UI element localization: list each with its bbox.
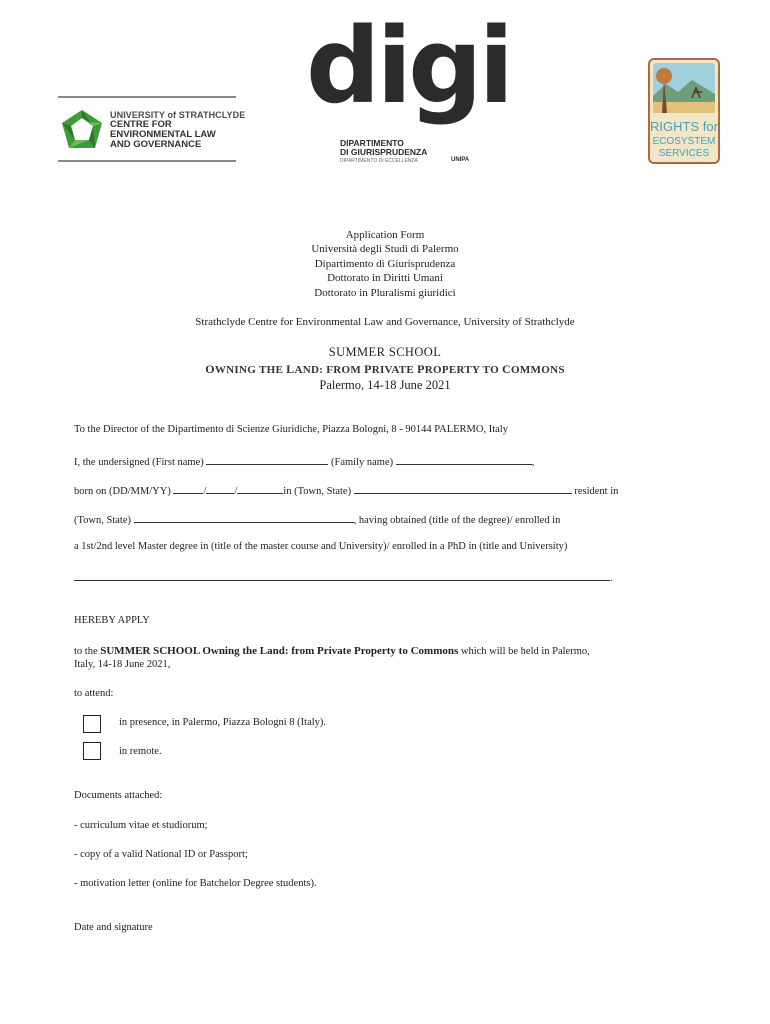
presence-checkbox[interactable] (83, 715, 101, 733)
apply-line-2: Italy, 14-18 June 2021, (74, 659, 171, 670)
strathclyde-line: UNIVERSITY of STRATHCLYDE (110, 110, 246, 120)
born-line: born on (DD/MM/YY) / / in (Town, State) resident in (74, 483, 618, 497)
digi-sub-line: DIPARTIMENTO (340, 138, 404, 148)
strathclyde-line: ENVIRONMENTAL LAW (110, 129, 216, 140)
strathclyde-line: AND GOVERNANCE (110, 139, 202, 150)
centre-line: Strathclyde Centre for Environmental Law and Governance, University of Strathclyde (195, 316, 575, 328)
documents-label: Documents attached: (74, 790, 163, 801)
family-name-field[interactable] (396, 454, 532, 465)
remote-option-label: in remote. (119, 746, 162, 757)
school-subtitle: OWNING THE LAND: FROM PRIVATE PROPERTY TO COMMONS (205, 362, 565, 376)
to-attend-label: to attend: (74, 688, 114, 699)
first-name-field[interactable] (206, 454, 328, 465)
birth-town-field[interactable] (354, 483, 572, 494)
degree-line: . (74, 570, 613, 584)
master-line: a 1st/2nd level Master degree in (title of the master course and University)/ enrolled in a PhD in (title and University) (74, 541, 568, 552)
school-title: SUMMER SCHOOL (328, 345, 442, 359)
hereby-apply: HEREBY APPLY (74, 615, 150, 626)
strathclyde-line: CENTRE FOR (110, 119, 172, 130)
digi-sub-line: DIPARTIMENTO DI ECCELLENZA (340, 158, 418, 164)
birth-day-field[interactable] (173, 483, 203, 494)
undersigned-line: I, the undersigned (First name) (Family name) , (74, 454, 534, 468)
header-line: Application Form (345, 229, 425, 241)
digi-sub-line: DI GIURISPRUDENZA (340, 147, 428, 157)
document-item: - curriculum vitae et studiorum; (74, 820, 208, 831)
school-date: Palermo, 14-18 June 2021 (319, 378, 451, 392)
digi-wordmark: digi (306, 5, 511, 127)
degree-field[interactable] (74, 570, 610, 581)
birth-month-field[interactable] (206, 483, 234, 494)
header-line: Dottorato in Pluralismi giuridici (314, 287, 456, 299)
presence-option-label: in presence, in Palermo, Piazza Bologni 8 (Italy). (119, 717, 327, 728)
digi-logo (306, 5, 511, 166)
residence-line: (Town, State) , having obtained (title of the degree)/ enrolled in (74, 512, 560, 526)
date-signature-label: Date and signature (74, 922, 153, 933)
rights-line: ECOSYSTEM (652, 136, 716, 147)
logo-rule (58, 160, 236, 162)
to-director-line: To the Director of the Dipartimento di Scienze Giuridiche, Piazza Bologni, 8 - 90144 PALERMO, Italy (74, 424, 508, 435)
header-line: Dottorato in Diritti Umani (327, 272, 443, 284)
remote-checkbox[interactable] (83, 742, 101, 760)
rights-logo (648, 58, 720, 164)
rights-line: SERVICES (658, 148, 710, 159)
apply-line: to the SUMMER SCHOOL Owning the Land: from Private Property to Commons which will be held in Palermo, (74, 645, 590, 657)
document-item: - motivation letter (online for Batchelor Degree students). (74, 878, 317, 889)
logo-rule (58, 96, 236, 98)
header-line: Università degli Studi di Palermo (311, 243, 459, 255)
unipa-label: UNIPA (451, 157, 470, 163)
rights-emblem-icon (648, 58, 720, 164)
header-line: Dipartimento di Giurisprudenza (314, 258, 456, 270)
strathclyde-emblem-icon (60, 108, 104, 152)
strathclyde-logo (58, 96, 246, 163)
birth-year-field[interactable] (237, 483, 283, 494)
rights-line: RIGHTS for (650, 119, 718, 134)
document-item: - copy of a valid National ID or Passport; (74, 849, 248, 860)
residence-town-field[interactable] (134, 512, 354, 523)
